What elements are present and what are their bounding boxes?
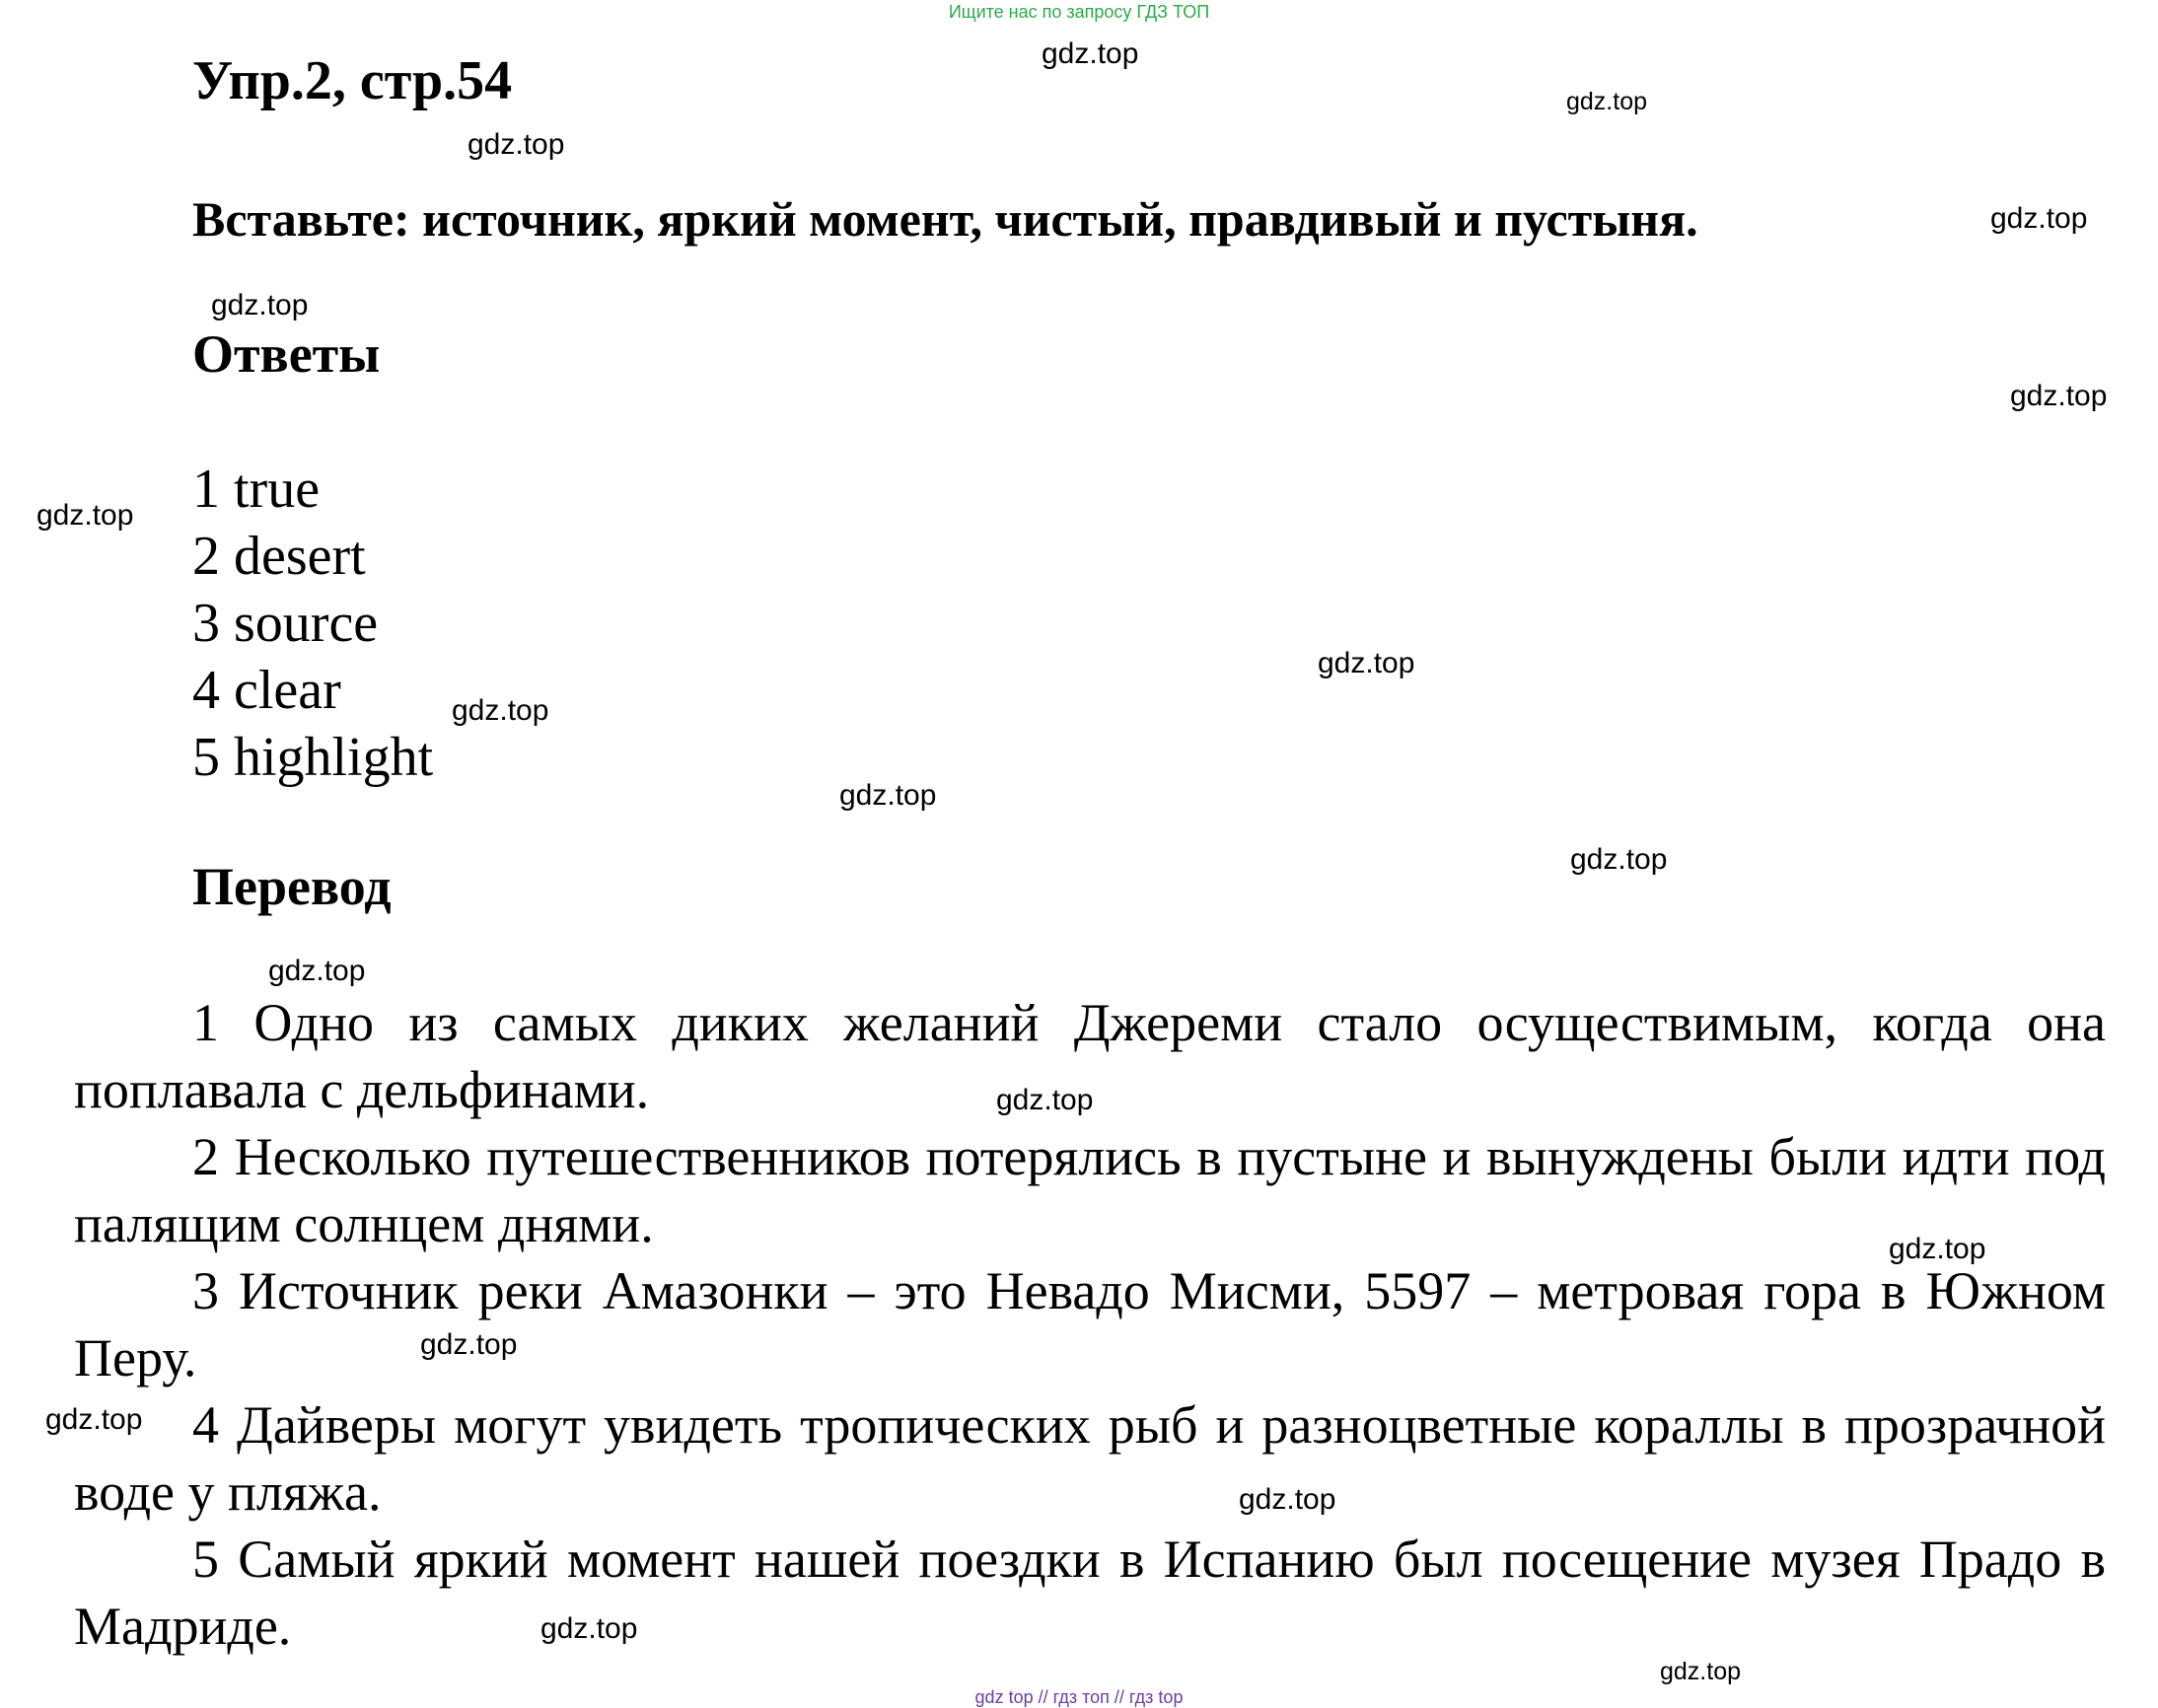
translation-item: 2 Несколько путешественников потерялись в пустыне и вынуждены были идти под палящим солнцем днями. [74, 1127, 2106, 1253]
answer-item: 4 clear [192, 660, 341, 721]
answers-heading: Ответы [192, 324, 381, 384]
translation-heading: Перевод [192, 857, 392, 916]
watermark: gdz.top [540, 1612, 638, 1645]
task-instruction: Вставьте: источник, яркий момент, чистый, правдивый и пустыня. [192, 191, 1698, 247]
translation-item: 3 Источник реки Амазонки – это Невадо Мисми, 5597 – метровая гора в Южном Перу. [74, 1261, 2106, 1388]
watermark: gdz.top [839, 779, 937, 812]
watermark: gdz.top [468, 128, 565, 161]
watermark: gdz.top [211, 289, 309, 321]
watermark: gdz.top [1318, 647, 1415, 679]
page-title: Упр.2, стр.54 [192, 50, 513, 111]
watermark: gdz.top [1239, 1483, 1336, 1516]
translation-item: 1 Одно из самых диких желаний Джереми стало осуществимым, когда она поплавала с дельфинами. [74, 993, 2106, 1119]
watermark: gdz.top [1042, 37, 1139, 70]
watermark: gdz.top [36, 499, 134, 532]
translation-item: 5 Самый яркий момент нашей поездки в Испанию был посещение музея Прадо в Мадриде. [74, 1530, 2106, 1656]
top-banner: Ищите нас по запросу ГДЗ ТОП [948, 2, 1210, 22]
watermark: gdz.top [420, 1328, 518, 1361]
watermark: gdz.top [2010, 380, 2108, 412]
watermark: gdz.top [452, 694, 549, 727]
answer-item: 1 true [192, 459, 321, 520]
watermark: gdz.top [996, 1084, 1094, 1116]
translation-item: 4 Дайверы могут увидеть тропических рыб и разноцветные кораллы в прозрачной воде у пляжа. [74, 1395, 2106, 1522]
answer-item: 3 source [192, 593, 379, 654]
watermark: gdz.top [1566, 88, 1648, 115]
watermark: gdz.top [1660, 1658, 1742, 1685]
bottom-banner: gdz top // гдз топ // гдз top [974, 1687, 1184, 1707]
watermark: gdz.top [1990, 202, 2088, 235]
watermark: gdz.top [45, 1403, 143, 1436]
watermark: gdz.top [1889, 1233, 1986, 1265]
answer-item: 2 desert [192, 526, 366, 587]
answer-item: 5 highlight [192, 727, 434, 788]
answers-list [192, 456, 433, 791]
watermark: gdz.top [268, 955, 366, 987]
watermark: gdz.top [1570, 843, 1668, 876]
